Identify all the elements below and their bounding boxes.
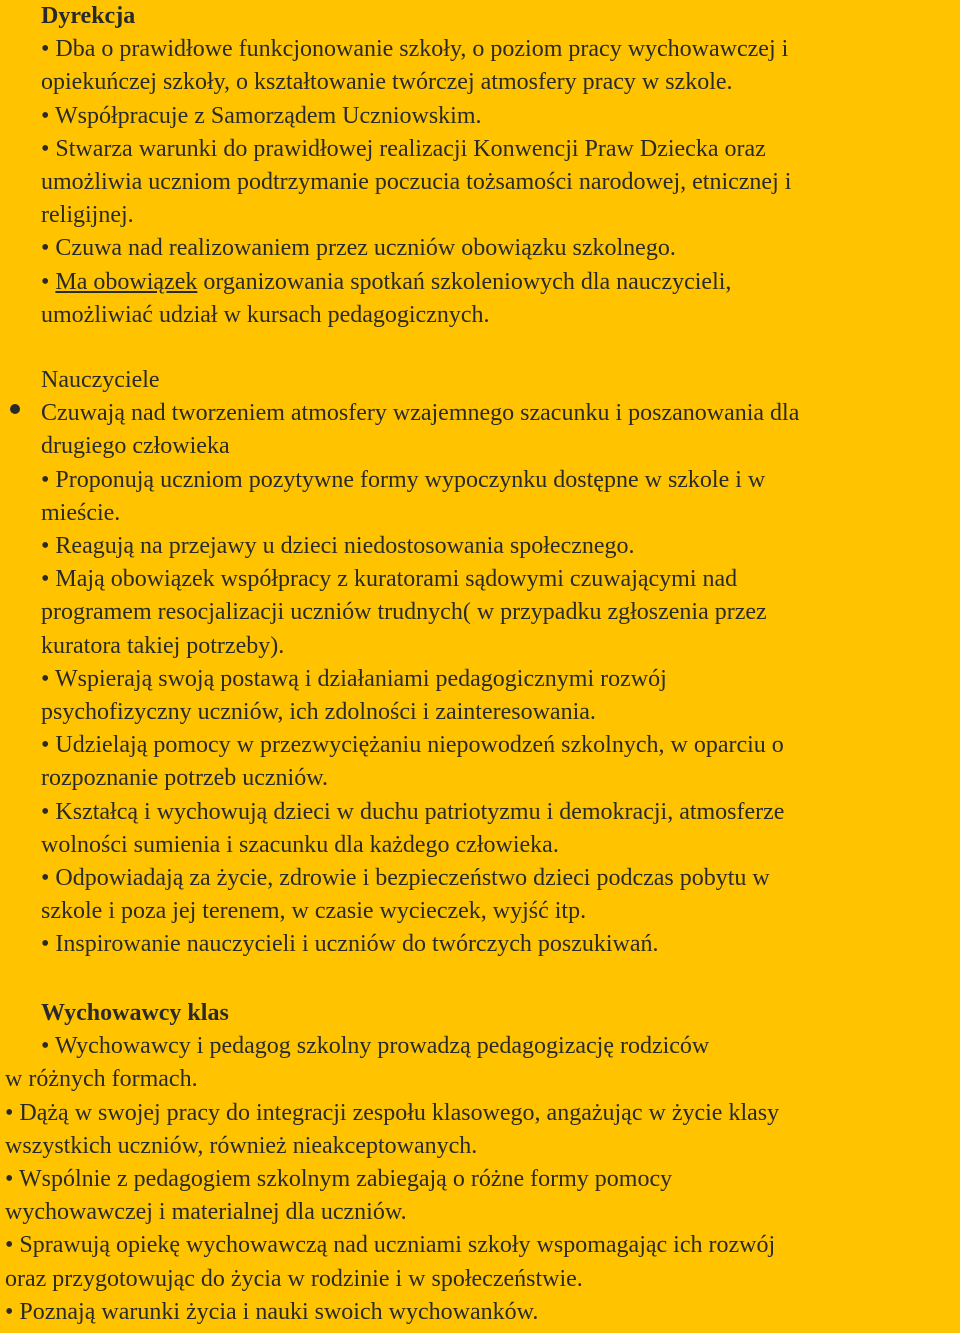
nauczyciele-line: kuratora takiej potrzeby).: [41, 632, 285, 659]
nauczyciele-line: programem resocjalizacji uczniów trudnych( w przypadku zgłoszenia przez: [41, 599, 767, 626]
nauczyciele-line: • Odpowiadają za życie, zdrowie i bezpieczeństwo dzieci podczas pobytu w: [41, 865, 770, 892]
nauczyciele-line: • Udzielają pomocy w przezwyciężaniu niepowodzeń szkolnych, w oparciu o: [41, 732, 784, 759]
dyrekcja-line: • Dba o prawidłowe funkcjonowanie szkoły, o poziom pracy wychowawczej i: [41, 36, 789, 63]
nauczyciele-line: • Kształcą i wychowują dzieci w duchu patriotyzmu i demokracji, atmosferze: [41, 798, 785, 825]
wychowawcy-heading: Wychowawcy klas: [41, 1000, 229, 1026]
bullet-dot-icon: [10, 404, 20, 414]
wychowawcy-line: w różnych formach.: [5, 1066, 198, 1093]
nauczyciele-line: Czuwają nad tworzeniem atmosfery wzajemnego szacunku i poszanowania dla: [41, 400, 800, 427]
wychowawcy-line: • Sprawują opiekę wychowawczą nad uczniami szkoły wspomagając ich rozwój: [5, 1232, 776, 1259]
wychowawcy-line: • Wychowawcy i pedagog szkolny prowadzą pedagogizację rodziców: [41, 1033, 710, 1060]
dyrekcja-line: • Współpracuje z Samorządem Uczniowskim.: [41, 102, 482, 129]
dyrekcja-line: umożliwiać udział w kursach pedagogicznych.: [41, 301, 490, 328]
nauczyciele-line: psychofizyczny uczniów, ich zdolności i zainteresowania.: [41, 699, 596, 726]
dyrekcja-heading: Dyrekcja: [41, 3, 136, 29]
wychowawcy-section: [0, 997, 960, 1329]
nauczyciele-section: [0, 364, 960, 962]
wychowawcy-line: • Poznają warunki życia i nauki swoich wychowanków.: [5, 1298, 539, 1325]
nauczyciele-line: mieście.: [41, 499, 121, 526]
nauczyciele-line: • Proponują uczniom pozytywne formy wypoczynku dostępne w szkole i w: [41, 466, 766, 493]
wychowawcy-line: wszystkich uczniów, również nieakceptowanych.: [5, 1132, 478, 1159]
nauczyciele-heading: Nauczyciele: [41, 367, 160, 393]
dyrekcja-line: opiekuńczej szkoły, o kształtowanie twórczej atmosfery pracy w szkole.: [41, 69, 733, 96]
dyrekcja-line: religijnej.: [41, 202, 134, 229]
dyrekcja-line: • Czuwa nad realizowaniem przez uczniów obowiązku szkolnego.: [41, 235, 676, 262]
wychowawcy-line: • Dążą w swojej pracy do integracji zespołu klasowego, angażując w życie klasy: [5, 1099, 780, 1126]
nauczyciele-line: • Mają obowiązek współpracy z kuratorami sądowymi czuwającymi nad: [41, 566, 738, 593]
dyrekcja-section: [0, 0, 960, 332]
wychowawcy-line: • Wspólnie z pedagogiem szkolnym zabiegają o różne formy pomocy: [5, 1166, 673, 1193]
wychowawcy-line: oraz przygotowując do życia w rodzinie i w społeczeństwie.: [5, 1265, 583, 1292]
nauczyciele-line: • Inspirowanie nauczycieli i uczniów do twórczych poszukiwań.: [41, 931, 659, 958]
nauczyciele-line: wolności sumienia i szacunku dla każdego człowieka.: [41, 831, 559, 858]
nauczyciele-line: • Reagują na przejawy u dzieci niedostosowania społecznego.: [41, 533, 635, 560]
dyrekcja-line-underlined: • Ma obowiązek organizowania spotkań szkoleniowych dla nauczycieli,: [41, 268, 732, 295]
nauczyciele-line: • Wspierają swoją postawą i działaniami pedagogicznymi rozwój: [41, 665, 667, 692]
underlined-text: Ma obowiązek: [55, 268, 198, 295]
nauczyciele-line: szkole i poza jej terenem, w czasie wycieczek, wyjść itp.: [41, 898, 587, 925]
line-rest: organizowania spotkań szkoleniowych dla nauczycieli,: [197, 268, 732, 295]
wychowawcy-line: wychowawczej i materialnej dla uczniów.: [5, 1199, 407, 1226]
dyrekcja-line: • Stwarza warunki do prawidłowej realizacji Konwencji Praw Dziecka oraz: [41, 135, 766, 162]
nauczyciele-line: drugiego człowieka: [41, 433, 230, 460]
dyrekcja-line: umożliwia uczniom podtrzymanie poczucia tożsamości narodowej, etnicznej i: [41, 169, 792, 196]
nauczyciele-line: rozpoznanie potrzeb uczniów.: [41, 765, 328, 792]
